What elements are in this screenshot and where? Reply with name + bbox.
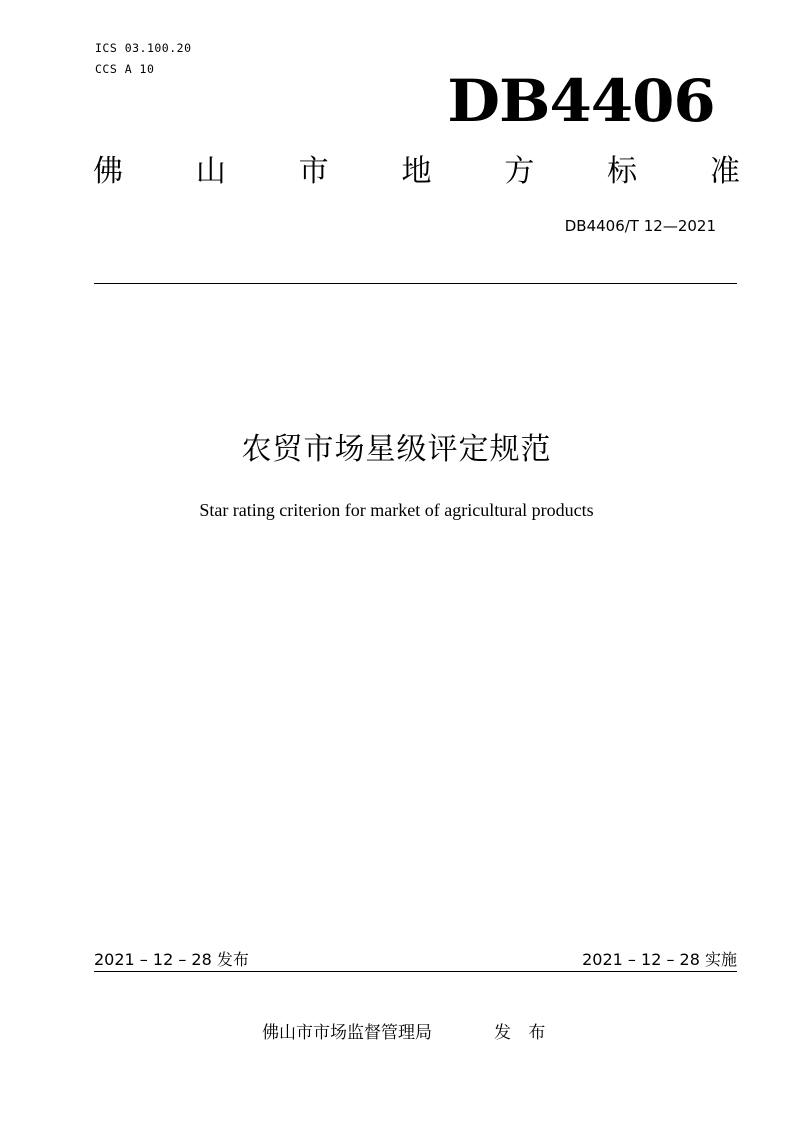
standard-category <box>93 150 740 194</box>
issuing-authority: 佛山市市场监督管理局 <box>262 1023 432 1043</box>
category-char: 市 <box>298 154 329 189</box>
ccs-code: CCS A 10 <box>95 62 155 76</box>
category-char: 佛 <box>93 154 123 189</box>
category-char: 准 <box>709 154 740 189</box>
standard-code-logo: DB4406 <box>447 67 715 135</box>
category-char: 标 <box>607 154 638 189</box>
ics-code: ICS 03.100.20 <box>95 41 192 55</box>
implementation-date: 2021 – 12 – 28 实施 <box>582 950 737 969</box>
document-title-english: Star rating criterion for market of agricultural products <box>199 500 594 520</box>
document-title-chinese: 农贸市场星级评定规范 <box>241 432 552 467</box>
category-char: 方 <box>504 154 535 189</box>
category-char: 山 <box>195 154 226 189</box>
issue-label: 发 布 <box>494 1023 552 1043</box>
publish-date: 2021 – 12 – 28 发布 <box>94 950 249 969</box>
top-divider <box>94 283 737 284</box>
bottom-divider <box>94 971 737 972</box>
category-char: 地 <box>401 154 432 189</box>
standard-number: DB4406/T 12—2021 <box>564 217 716 235</box>
